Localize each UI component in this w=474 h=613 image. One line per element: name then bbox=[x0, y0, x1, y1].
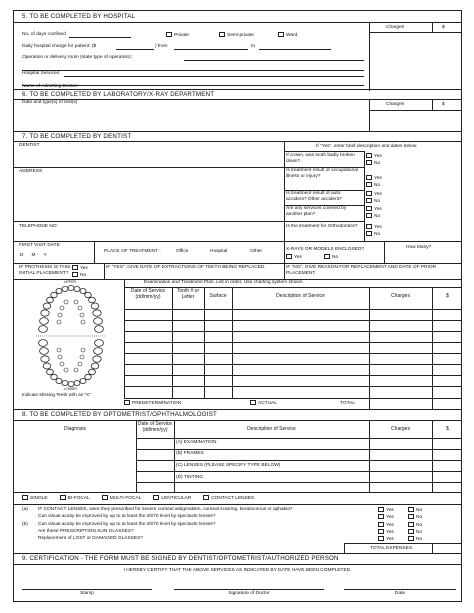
service-tinting: (D) TINTING bbox=[176, 475, 204, 480]
give-date-instructions: IF "YES", GIVE DATE OF EXTRACTIONS OF TEETH BEING REPLACED. bbox=[106, 265, 266, 270]
s5-charges-label: Charges bbox=[386, 25, 405, 30]
upper-label: UPPER bbox=[64, 280, 77, 284]
xrays-question: X-RAYS OR MODELS ENCLOSED? bbox=[286, 247, 365, 252]
semi-private-option[interactable]: Semi-private bbox=[219, 32, 254, 38]
section-6-title: 6. TO BE COMPLETED BY LABORATORY/X-RAY DEPARTMENT bbox=[14, 91, 461, 98]
from-date-field[interactable] bbox=[174, 43, 248, 50]
occupational-yes-checkbox[interactable] bbox=[366, 175, 372, 180]
private-checkbox[interactable] bbox=[166, 32, 172, 37]
first-visit-dmy[interactable]: DMY bbox=[20, 253, 55, 258]
stamp-line[interactable] bbox=[22, 589, 152, 590]
signature-line[interactable] bbox=[174, 589, 324, 590]
col-tooth-letter: Tooth # or Letter bbox=[176, 288, 200, 300]
auto-no-checkbox[interactable] bbox=[366, 198, 372, 203]
operation-room-label: Operation or delivery room (state type of operation): bbox=[22, 55, 133, 60]
qa2-yes[interactable]: Yes bbox=[378, 514, 394, 520]
lens-type-options bbox=[22, 495, 254, 501]
ortho-yes[interactable]: Yes bbox=[366, 224, 382, 230]
service-lenses: (C) LENSES (PLEASE SPECIFY TYPE BELOW) bbox=[176, 463, 281, 468]
qb-label: (b) bbox=[22, 522, 28, 527]
s8-col-charges: Charges bbox=[391, 426, 410, 432]
service-examination: (A) EXAMINATION bbox=[176, 440, 217, 445]
semi-private-checkbox[interactable] bbox=[219, 32, 225, 37]
address-label: ADDRESS bbox=[19, 169, 43, 174]
from-label: ) from bbox=[155, 44, 168, 49]
qa-label: (a) bbox=[22, 507, 28, 512]
lens-contact[interactable]: CONTACT LENSES bbox=[203, 495, 254, 501]
ortho-no-checkbox[interactable] bbox=[366, 231, 372, 236]
private-option[interactable]: Private bbox=[166, 32, 189, 38]
hospital-services-field[interactable] bbox=[64, 70, 364, 77]
auto-accident-question: Is treatment result of auto accident? Other accident? bbox=[286, 191, 342, 202]
lens-single[interactable]: SINGLE bbox=[22, 495, 48, 501]
qb3-yes[interactable]: Yes bbox=[378, 536, 394, 542]
other-plan-yes[interactable]: Yes bbox=[366, 206, 382, 212]
qb2-yes[interactable]: Yes bbox=[378, 529, 394, 535]
occupational-no-checkbox[interactable] bbox=[366, 182, 372, 187]
s6-charges-label: Charges bbox=[386, 102, 405, 107]
dentist-label: DENTIST bbox=[19, 143, 40, 148]
missing-teeth-note: Indicate Missing Teeth with an "X" bbox=[22, 392, 91, 397]
xrays-yes-checkbox[interactable] bbox=[286, 254, 292, 259]
prothesis-yes-checkbox[interactable] bbox=[72, 265, 78, 270]
place-office-option[interactable]: Office bbox=[176, 249, 189, 254]
predetermination-checkbox[interactable] bbox=[124, 400, 130, 405]
total-expenses-label: TOTAL EXPENSES bbox=[370, 546, 413, 551]
ward-option[interactable]: Ward bbox=[278, 32, 297, 38]
qb1-yes[interactable]: Yes bbox=[378, 522, 394, 528]
sunglasses-question: Are these PRESCRIPTION SUN GLASSES? bbox=[38, 529, 134, 534]
prothesis-no-checkbox[interactable] bbox=[72, 272, 78, 277]
predetermination-option[interactable]: PREDETERMINATION bbox=[124, 400, 181, 406]
xrays-no-checkbox[interactable] bbox=[324, 254, 330, 259]
days-confined-field[interactable] bbox=[69, 31, 131, 38]
prothesis-yes[interactable]: Yes bbox=[72, 265, 88, 271]
col-dollar: $ bbox=[446, 293, 449, 299]
other-plan-yes-checkbox[interactable] bbox=[366, 206, 372, 211]
col-surface: Surface bbox=[209, 293, 227, 299]
auto-yes-checkbox[interactable] bbox=[366, 191, 372, 196]
orthodontics-question: Is the treatment for Orthodontics? bbox=[286, 224, 358, 229]
place-other-option[interactable]: Other bbox=[250, 249, 262, 254]
contact-lenses-question: IF CONTACT LENSES, were they prescribed for severe corneal astigmatism, corneal scarring, keratoconus or aphakia? bbox=[38, 507, 293, 512]
how-many-label: How Many? bbox=[406, 245, 432, 250]
s8-col-diagnosis: Diagnosis bbox=[64, 426, 86, 432]
signature-label: Signature of Doctor bbox=[228, 591, 270, 596]
exam-plan-instructions: Examination and Treatment Plan. List in order. Use charting system shown. bbox=[144, 280, 304, 285]
qa1-no[interactable]: No bbox=[408, 507, 422, 513]
to-date-field[interactable] bbox=[259, 43, 331, 50]
xrays-yes[interactable]: Yes bbox=[286, 254, 302, 260]
qb2-no[interactable]: No bbox=[408, 529, 422, 535]
qa2-no[interactable]: No bbox=[408, 514, 422, 520]
place-hospital-option[interactable]: Hospital bbox=[210, 249, 228, 254]
crown-yes-checkbox[interactable] bbox=[366, 153, 372, 158]
occupational-no[interactable]: No bbox=[366, 182, 380, 188]
s7-total-label: TOTAL bbox=[340, 401, 356, 406]
auto-yes[interactable]: Yes bbox=[366, 191, 382, 197]
qb3-no[interactable]: No bbox=[408, 536, 422, 542]
if-yes-instructions: If "Yes", enter brief description and dates below. bbox=[316, 144, 418, 149]
certification-statement: I HEREBY CERTIFY THAT THE ABOVE SERVICES AS INDICATED BY DATE HAVE BEEN COMPLETED. bbox=[123, 568, 352, 573]
first-visit-label: FIRST VISIT DATE bbox=[19, 243, 60, 248]
stamp-label: Stamp bbox=[80, 591, 94, 596]
date-type-tests-label: Date and type(s) of test(s) bbox=[22, 100, 78, 105]
to-label: to bbox=[251, 44, 256, 49]
telephone-label: TELEPHONE NO: bbox=[19, 224, 58, 229]
ortho-no[interactable]: No bbox=[366, 231, 380, 237]
date-line[interactable] bbox=[344, 589, 456, 590]
days-confined-label: No. of days confined bbox=[22, 32, 66, 37]
lens-multifocal[interactable]: MULTI-FOCAL bbox=[102, 495, 142, 501]
crown-question: If crown, was tooth badly broken down? bbox=[286, 153, 355, 164]
s5-dollar-label: $ bbox=[442, 25, 445, 30]
give-reason-instructions: IF "NO", GIVE REASON FOR REPLACEMENT AND DATE OF PRIOR PLACEMENT. bbox=[286, 265, 437, 276]
col-charges: Charges bbox=[391, 293, 410, 299]
qa1-yes[interactable]: Yes bbox=[378, 507, 394, 513]
hospital-services-label: Hospital Services: bbox=[22, 71, 61, 76]
lower-label: LOWER bbox=[64, 387, 77, 391]
section-8-title: 8. TO BE COMPLETED BY OPTOMETRIST/OPHTHALMOLOGIST bbox=[14, 411, 461, 418]
prothesis-no[interactable]: No bbox=[72, 272, 86, 278]
qb1-no[interactable]: No bbox=[408, 522, 422, 528]
col-description: Description of Service bbox=[276, 293, 325, 299]
occupational-question: Is treatment result of occupational illness or injury? bbox=[286, 168, 358, 179]
admitting-doctor-label: Name of Admitting Doctor: bbox=[22, 84, 78, 89]
visual-acuity-question-a: Can visual acuity be improved by up to at least the 20/70 level by spectacle lenses? bbox=[38, 514, 216, 519]
ward-checkbox[interactable] bbox=[278, 32, 284, 37]
section-7-title: 7. TO BE COMPLETED BY DENTIST bbox=[14, 133, 461, 140]
s8-col-description: Description of Service bbox=[247, 426, 296, 432]
auto-no[interactable]: No bbox=[366, 198, 380, 204]
other-plan-question: Are any services covered by another plan? bbox=[286, 206, 347, 217]
ortho-yes-checkbox[interactable] bbox=[366, 224, 372, 229]
operation-room-field[interactable] bbox=[184, 54, 364, 61]
lens-lenticular[interactable]: LENTICULAR bbox=[153, 495, 191, 501]
daily-charge-label: Daily hospital charge for patient: ($ bbox=[22, 44, 97, 49]
replacement-question: Replacement of LOST or DAMAGED GLASSES? bbox=[38, 536, 143, 541]
claim-form bbox=[13, 10, 462, 602]
occupational-yes[interactable]: Yes bbox=[366, 175, 382, 181]
tooth-chart-icon[interactable] bbox=[26, 282, 116, 392]
xrays-no[interactable]: No bbox=[324, 254, 338, 260]
prothesis-question: IF PROTHESIS IS THIS INITIAL PLACEMENT? bbox=[19, 265, 71, 276]
date-label: Date bbox=[394, 591, 406, 596]
crown-yes[interactable]: Yes bbox=[366, 153, 382, 159]
lens-bifocal[interactable]: BI-FOCAL bbox=[60, 495, 90, 501]
daily-charge-field[interactable] bbox=[116, 43, 154, 50]
actual-option[interactable]: ACTUAL bbox=[250, 400, 277, 406]
other-plan-no-checkbox[interactable] bbox=[366, 213, 372, 218]
s8-col-dollar: $ bbox=[446, 426, 449, 432]
s8-col-date: Date of Service (dd/mm/yy) bbox=[137, 421, 173, 433]
section-9-title: 9. CERTIFICATION - THE FORM MUST BE SIGNED BY DENTIST/OPTOMETRIST/AUTHORIZED PERSON bbox=[14, 555, 461, 562]
visual-acuity-question-b: Can visual acuity be improved by up to at least the 20/70 level by spectacle lenses? bbox=[38, 522, 216, 527]
actual-checkbox[interactable] bbox=[250, 400, 256, 405]
section-5-title: 5. TO BE COMPLETED BY HOSPITAL bbox=[14, 13, 461, 20]
s6-dollar-label: $ bbox=[442, 102, 445, 107]
col-date-of-service: Date of Service (dd/mm/yy) bbox=[130, 288, 166, 300]
crown-no[interactable]: No bbox=[366, 160, 380, 166]
place-of-treatment-label: PLACE OF TREATMENT - bbox=[104, 249, 161, 254]
crown-no-checkbox[interactable] bbox=[366, 160, 372, 165]
service-frames: (B) FRAMES bbox=[176, 451, 204, 456]
other-plan-no[interactable]: No bbox=[366, 213, 380, 219]
